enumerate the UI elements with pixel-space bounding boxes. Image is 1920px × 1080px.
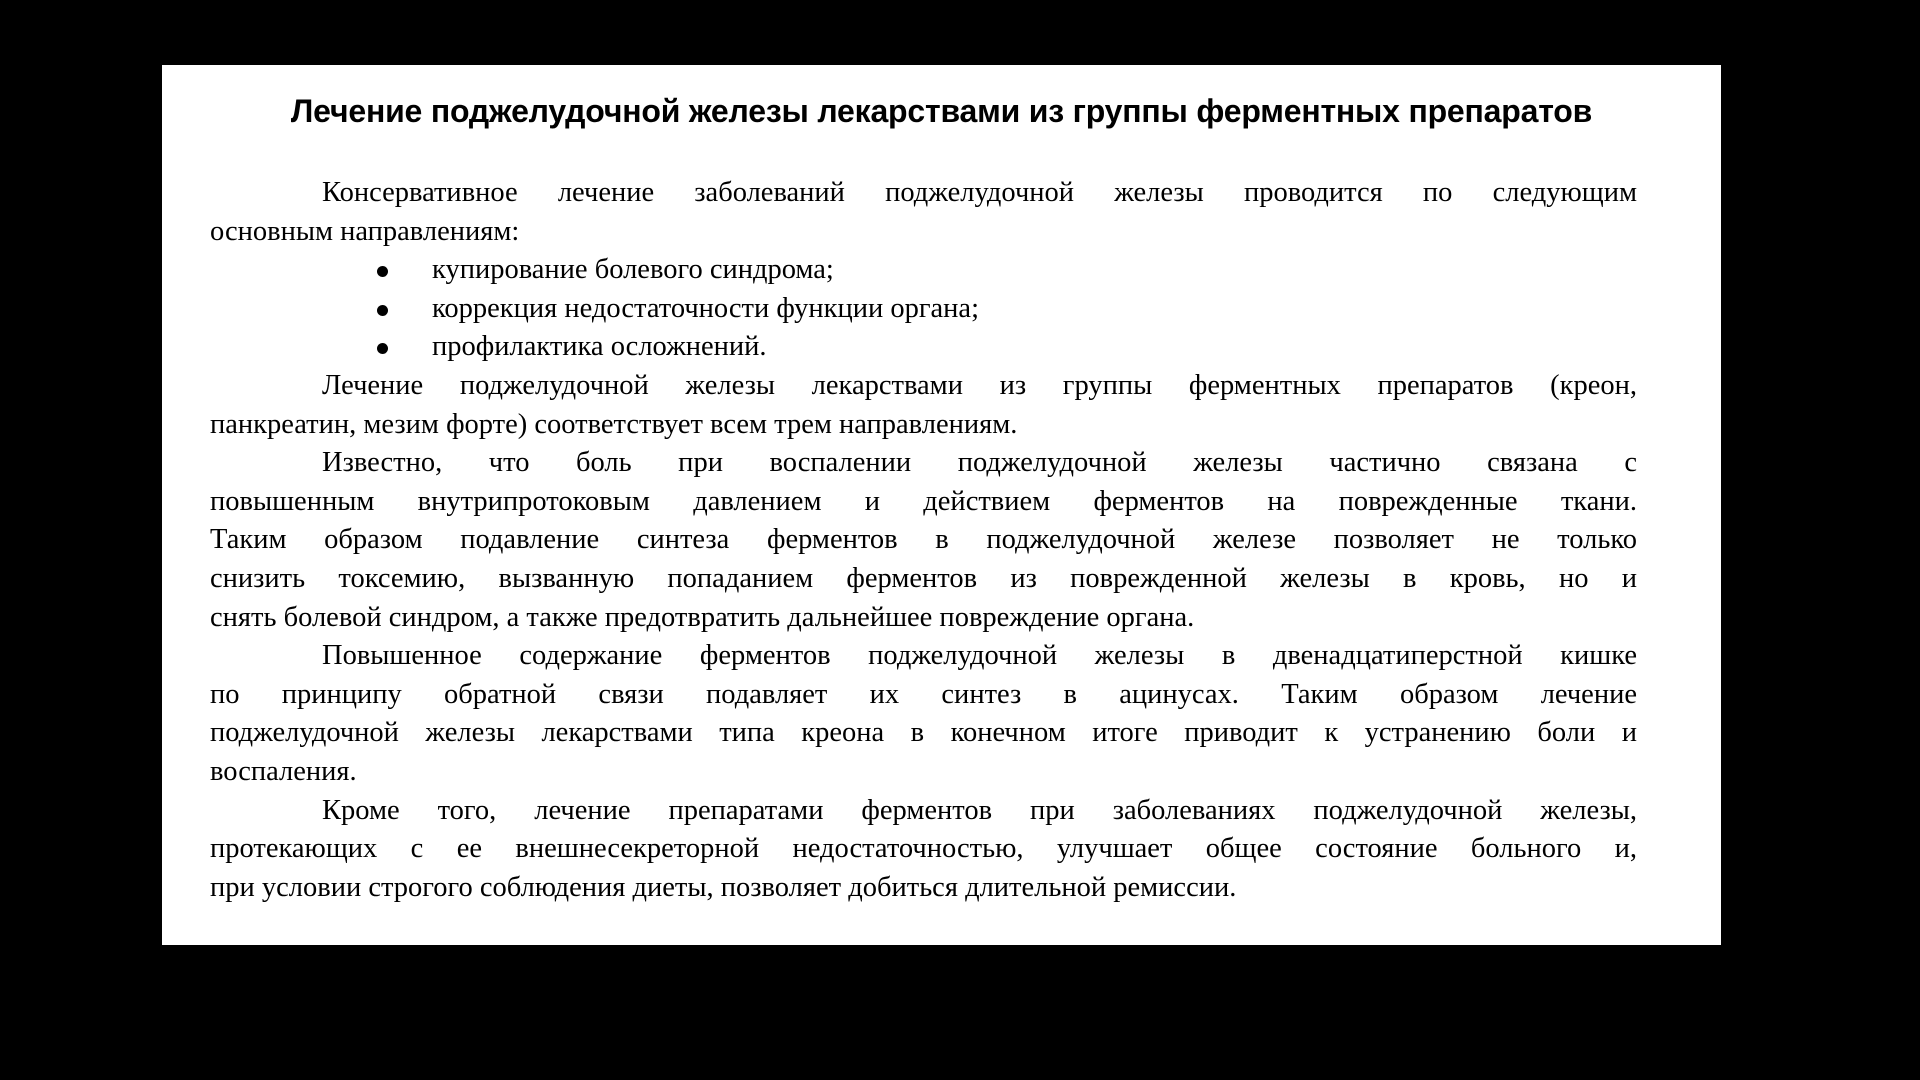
document-page — [162, 65, 1721, 945]
list-item-text: купирование болевого синдрома; — [432, 254, 834, 286]
paragraph-line: Повышенное содержание ферментов поджелудочной железы в двенадцатиперстной кишке — [322, 640, 1637, 672]
bullet-icon — [377, 266, 388, 277]
list-item — [210, 290, 1637, 329]
list-item — [210, 328, 1637, 367]
paragraph-line: панкреатин, мезим форте) соответствует всем трем направлениям. — [210, 408, 1018, 440]
paragraph-line: протекающих с ее внешнесекреторной недостаточностью, улучшает общее состояние больного и, — [210, 833, 1637, 865]
paragraph-line: основным направлениям: — [210, 215, 520, 247]
paragraph-line: Известно, что боль при воспалении поджелудочной железы частично связана с — [322, 447, 1637, 479]
list-item-text: профилактика осложнений. — [432, 331, 767, 363]
paragraph-line: воспаления. — [210, 755, 357, 787]
paragraph-line: по принципу обратной связи подавляет их синтез в ацинусах. Таким образом лечение — [210, 678, 1637, 710]
paragraph-line: снизить токсемию, вызванную попаданием ферментов из поврежденной железы в кровь, но и — [210, 562, 1637, 594]
paragraph-feedback — [210, 637, 1637, 791]
paragraph-line: поджелудочной железы лекарствами типа креона в конечном итоге приводит к устранению боли и — [210, 717, 1637, 749]
list-item-text: коррекция недостаточности функции органа; — [432, 292, 979, 324]
intro-paragraph — [210, 174, 1637, 251]
paragraph-line: Таким образом подавление синтеза ферментов в поджелудочной железе позволяет не только — [210, 524, 1637, 556]
document-title: Лечение поджелудочной железы лекарствами из группы ферментных препаратов — [290, 93, 1593, 129]
paragraph-line: снять болевой синдром, а также предотвратить дальнейшее повреждение органа. — [210, 601, 1195, 633]
bullet-icon — [377, 343, 388, 354]
paragraph-remission — [210, 792, 1637, 908]
document-body — [210, 174, 1637, 907]
paragraph-line: Кроме того, лечение препаратами ферментов при заболеваниях поджелудочной железы, — [322, 794, 1637, 826]
bullet-icon — [377, 305, 388, 316]
paragraph-line: Лечение поджелудочной железы лекарствами из группы ферментных препаратов (креон, — [322, 369, 1637, 401]
paragraph-enzyme-treatment — [210, 367, 1637, 444]
paragraph-pain-mechanism — [210, 444, 1637, 637]
bullet-list — [210, 251, 1637, 367]
paragraph-line: Консервативное лечение заболеваний поджелудочной железы проводится по следующим — [322, 177, 1637, 208]
paragraph-line: повышенным внутрипротоковым давлением и действием ферментов на поврежденные ткани. — [210, 485, 1637, 517]
list-item — [210, 251, 1637, 290]
paragraph-line: при условии строгого соблюдения диеты, позволяет добиться длительной ремиссии. — [210, 871, 1237, 903]
